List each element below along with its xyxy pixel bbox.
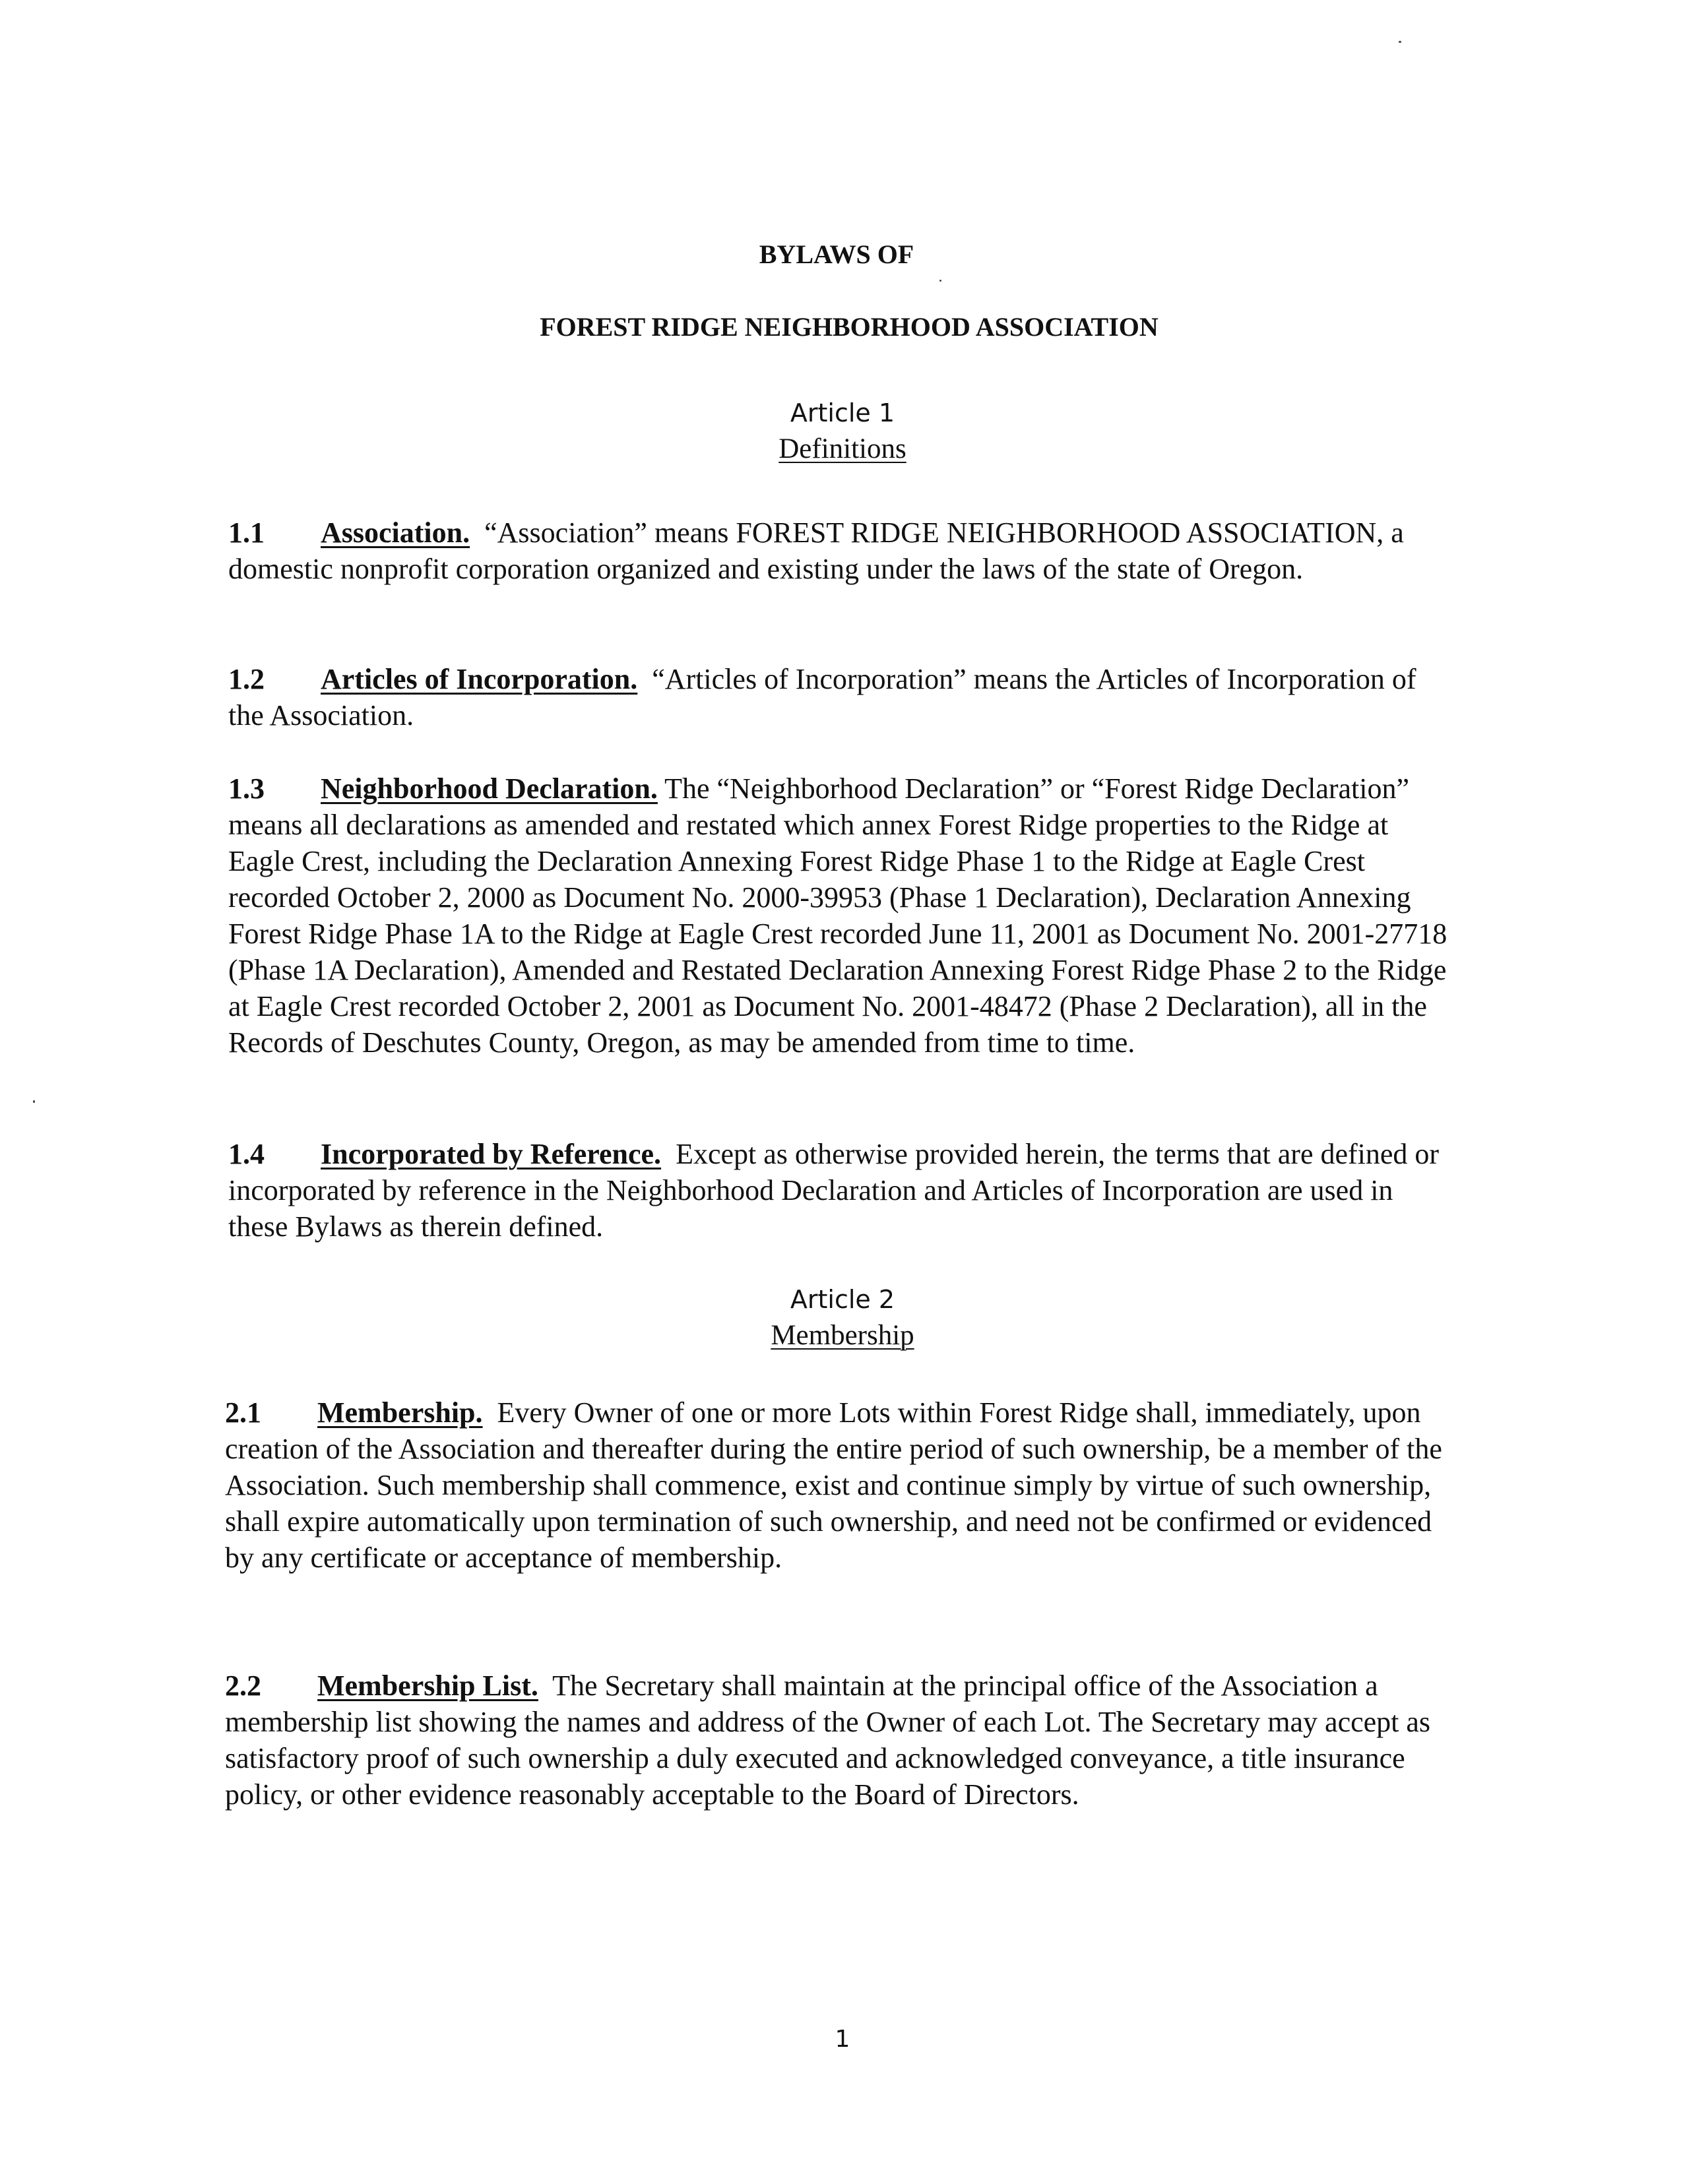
section-number: 2.1 — [225, 1396, 261, 1429]
section-text: “Association” means FOREST RIDGE NEIGHBORHOOD ASSOCIATION, a domestic nonprofit corporation organized and existing under the laws of the state of Oregon. — [228, 516, 1404, 585]
section-2-1 — [225, 1394, 1452, 1576]
section-number: 1.4 — [228, 1138, 265, 1170]
section-text: Every Owner of one or more Lots within Forest Ridge shall, immediately, upon creation of the Association and thereafter during the entire period of such ownership, be a member of the Association. Such membership shall commence, exist and continue simply by virtue of such ownership, shall expire automatically upon termination of such ownership, and need not be confirmed or evidenced by any certificate or acceptance of membership. — [225, 1396, 1442, 1574]
section-text: “Articles of Incorporation” means the Articles of Incorporation of the Association. — [228, 663, 1416, 732]
section-number: 1.3 — [228, 772, 265, 805]
section-1-2 — [228, 661, 1455, 733]
document-title-line2: FOREST RIDGE NEIGHBORHOOD ASSOCIATION — [540, 312, 1159, 342]
article-2-heading — [0, 1281, 1685, 1354]
scan-speck — [33, 1100, 35, 1103]
section-text: Except as otherwise provided herein, the terms that are defined or incorporated by reference in the Neighborhood Declaration and Articles of Incorporation are used in these Bylaws as therein defined. — [228, 1138, 1440, 1243]
article-number: Article 2 — [790, 1285, 895, 1314]
section-1-4 — [228, 1136, 1455, 1245]
scan-speck — [1399, 41, 1401, 43]
article-title: Definitions — [779, 433, 906, 464]
section-1-1 — [228, 515, 1455, 587]
scan-speck — [939, 280, 941, 282]
section-number: 1.2 — [228, 663, 265, 695]
section-number: 1.1 — [228, 516, 265, 549]
page-number: 1 — [835, 2026, 850, 2053]
section-2-2 — [225, 1668, 1452, 1813]
article-1-heading — [0, 394, 1685, 467]
section-heading: Neighborhood Declaration. — [321, 772, 658, 805]
section-text: The Secretary shall maintain at the principal office of the Association a membership list showing the names and address of the Owner of each Lot. The Secretary may accept as satisfactory proof of such ownership a duly executed and acknowledged conveyance, a title insurance policy, or other evidence reasonably acceptable to the Board of Directors. — [225, 1669, 1431, 1811]
section-heading: Membership. — [317, 1396, 483, 1429]
section-1-3 — [228, 770, 1455, 1061]
article-number: Article 1 — [790, 398, 895, 427]
section-heading: Association. — [321, 516, 470, 549]
section-number: 2.2 — [225, 1669, 261, 1702]
section-heading: Articles of Incorporation. — [321, 663, 638, 695]
article-title: Membership — [771, 1320, 914, 1351]
section-text: The “Neighborhood Declaration” or “Forest Ridge Declaration” means all declarations as amended and restated which annex Forest Ridge properties to the Ridge at Eagle Crest, including the Declaration Annexing Forest Ridge Phase 1 to the Ridge at Eagle Crest recorded October 2, 2000 as Document No. 2000-39953 (Phase 1 Declaration), Declaration Annexing Forest Ridge Phase 1A to the Ridge at Eagle Crest recorded June 11, 2001 as Document No. 2001-27718 (Phase 1A Declaration), Amended and Restated Declaration Annexing Forest Ridge Phase 2 to the Ridge at Eagle Crest recorded October 2, 2001 as Document No. 2001-48472 (Phase 2 Declaration), all in the Records of Deschutes County, Oregon, as may be amended from time to time. — [228, 772, 1447, 1059]
section-heading: Incorporated by Reference. — [321, 1138, 662, 1170]
section-heading: Membership List. — [317, 1669, 538, 1702]
document-title-line1: BYLAWS OF — [759, 239, 914, 269]
